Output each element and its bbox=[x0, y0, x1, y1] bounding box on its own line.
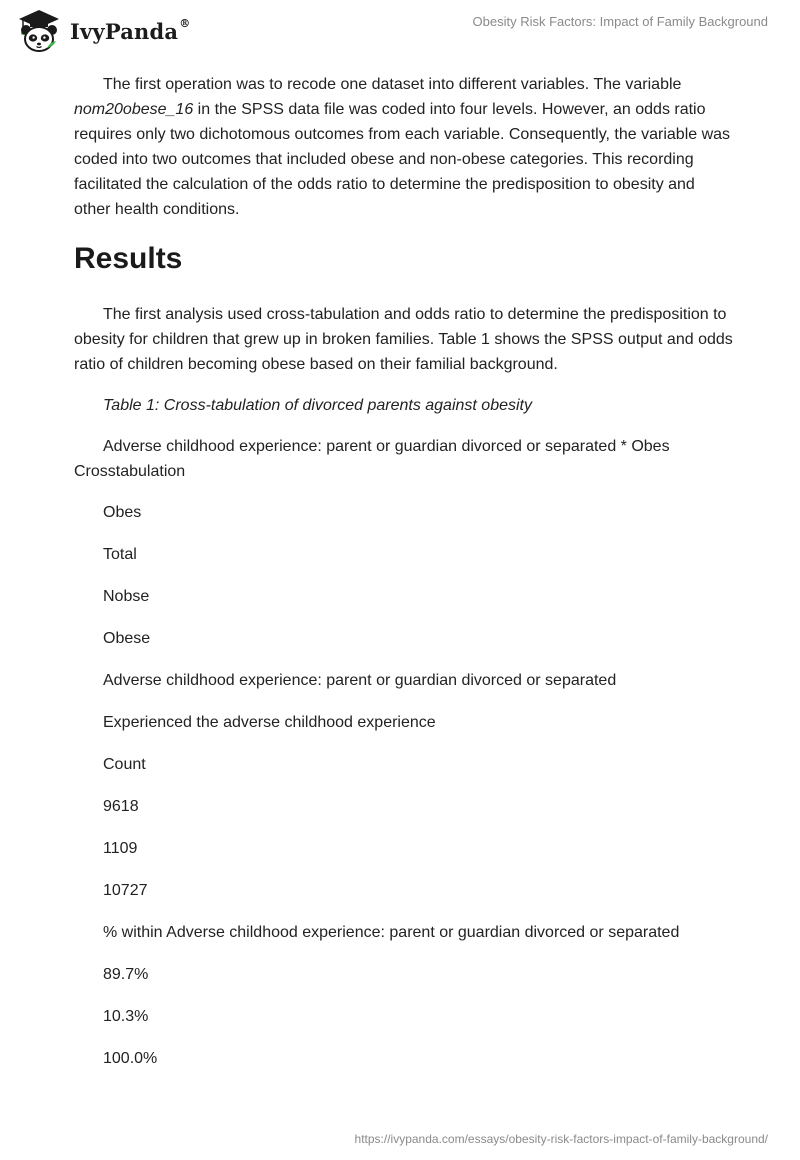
table-caption: Table 1: Cross-tabulation of divorced parents against obesity bbox=[103, 397, 532, 414]
table-cell: Obese bbox=[103, 630, 151, 647]
table-cell: 10.3% bbox=[103, 1008, 149, 1025]
table-cell: 1109 bbox=[103, 840, 138, 857]
document-title: Obesity Risk Factors: Impact of Family Background bbox=[472, 14, 768, 29]
section-heading-results: Results bbox=[74, 242, 183, 275]
table-cell: Nobse bbox=[103, 588, 150, 605]
table-cell: Obes bbox=[103, 504, 142, 521]
source-url[interactable]: https://ivypanda.com/essays/obesity-risk-factors-impact-of-family-background/ bbox=[354, 1132, 768, 1146]
brand-name: IvyPanda® bbox=[70, 16, 191, 44]
table-cell: Count bbox=[103, 756, 146, 773]
essay-body bbox=[74, 72, 734, 1088]
brand-logo[interactable] bbox=[14, 8, 190, 54]
intro-paragraph: The first operation was to recode one dataset into different variables. The variable nom20obese_16 in the SPSS data file was coded into four levels. However, an odds ratio requires only two dichotomous outcomes from each variable. Consequently, the variable was coded into two outcomes that included obese and non-obese categories. This recording facilitated the calculation of the odds ratio to determine the predisposition to obesity and other health conditions. bbox=[74, 76, 731, 218]
crosstab-title: Adverse childhood experience: parent or guardian divorced or separated * Obes Crosstabulation bbox=[74, 438, 670, 480]
panda-graduate-logo-icon bbox=[14, 8, 64, 54]
table-cell: 89.7% bbox=[103, 966, 149, 983]
table-cell: 9618 bbox=[103, 798, 139, 815]
results-paragraph: The first analysis used cross-tabulation and odds ratio to determine the predisposition to obesity for children that grew up in broken families. Table 1 shows the SPSS output and odds ratio of children becoming obese based on their familial background. bbox=[74, 306, 733, 373]
table-cell: 100.0% bbox=[103, 1050, 158, 1067]
table-cell: 10727 bbox=[103, 882, 148, 899]
registered-mark: ® bbox=[179, 16, 191, 30]
table-cell: Experienced the adverse childhood experience bbox=[103, 714, 436, 731]
page-header bbox=[0, 0, 800, 60]
table-cell: Total bbox=[103, 546, 137, 563]
table-cell: % within Adverse childhood experience: parent or guardian divorced or separated bbox=[103, 924, 680, 941]
variable-name: nom20obese_16 bbox=[74, 101, 194, 118]
table-cell: Adverse childhood experience: parent or guardian divorced or separated bbox=[103, 672, 617, 689]
